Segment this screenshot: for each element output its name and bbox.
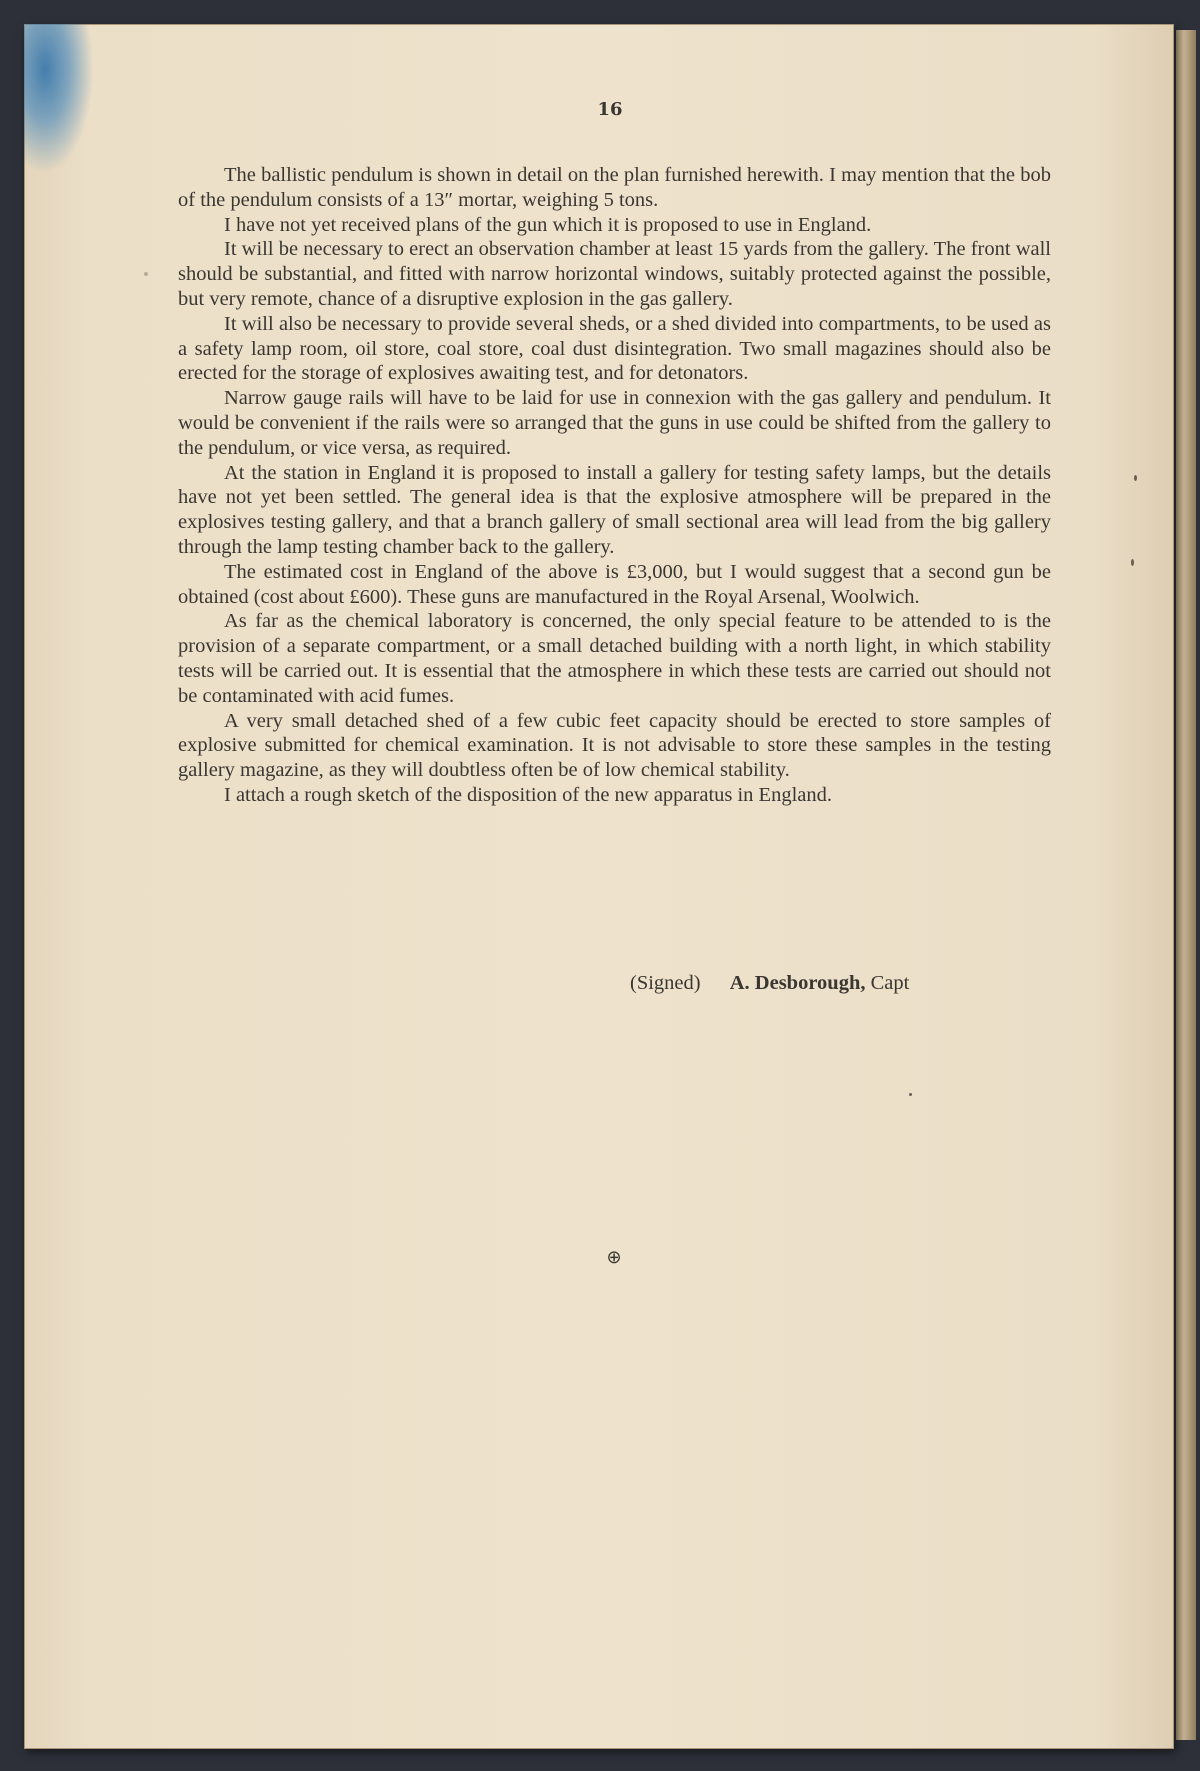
- printer-mark-icon: ⊕: [606, 1247, 622, 1268]
- paper-speck: [1131, 559, 1134, 566]
- paper-speck: [909, 1093, 912, 1096]
- signed-label: (Signed): [630, 972, 701, 994]
- paragraph: It will be necessary to erect an observation chamber at least 15 yards from the gallery. The front wall should be substantial, and fitted with narrow horizontal windows, suitably protected against the possible, but very remote, chance of a disruptive explosion in the gas gallery.: [178, 238, 1051, 310]
- body-text: [178, 163, 1051, 808]
- paragraph: The estimated cost in England of the above is £3,000, but I would suggest that a second gun be obtained (cost about £600). These guns are manufactured in the Royal Arsenal, Woolwich.: [178, 560, 1051, 608]
- paragraph: At the station in England it is proposed to install a gallery for testing safety lamps, but the details have not yet been settled. The general idea is that the explosive atmosphere will be prepared in the explosives testing gallery, and that a branch gallery of small sectional area will lead from the big gallery through the lamp testing chamber back to the gallery.: [178, 461, 1051, 558]
- paragraph: It will also be necessary to provide several sheds, or a shed divided into compartments, to be used as a safety lamp room, oil store, coal store, coal dust disintegration. Two small magazines should also be erected for the storage of explosives awaiting test, and for detonators.: [178, 312, 1051, 385]
- signatory-name: A. Desborough,: [729, 972, 866, 994]
- paper-speck: [1134, 475, 1137, 481]
- signatory-rank: Capt: [870, 972, 910, 994]
- paragraph: Narrow gauge rails will have to be laid for use in connexion with the gas gallery and pendulum. It would be convenient if the rails were so arranged that the guns in use could be shifted from the gallery to the pendulum, or vice versa, as required.: [178, 387, 1051, 459]
- paragraph: The ballistic pendulum is shown in detail on the plan furnished herewith. I may mention that the bob of the pendulum consists of a 13″ mortar, weighing 5 tons.: [178, 164, 1051, 211]
- paragraph: A very small detached shed of a few cubic feet capacity should be erected to store samples of explosive submitted for chemical examination. It is not advisable to store these samples in the testing gallery magazine, as they will doubtless often be of low chemical stability.: [178, 709, 1051, 782]
- ink-stain: [24, 24, 94, 174]
- paragraph: I have not yet received plans of the gun which it is proposed to use in England.: [224, 213, 872, 236]
- next-page-edge: [1176, 30, 1196, 1740]
- paper-speck: [144, 272, 148, 276]
- paragraph: As far as the chemical laboratory is concerned, the only special feature to be attended to is the provision of a separate compartment, or a small detached building with a north light, in which stability tests will be carried out. It is essential that the atmosphere in which these tests are carried out should not be contaminated with acid fumes.: [178, 610, 1051, 707]
- page-number: 16: [597, 99, 623, 120]
- signature-line: [630, 972, 1070, 995]
- paragraph: I attach a rough sketch of the disposition of the new apparatus in England.: [224, 783, 833, 806]
